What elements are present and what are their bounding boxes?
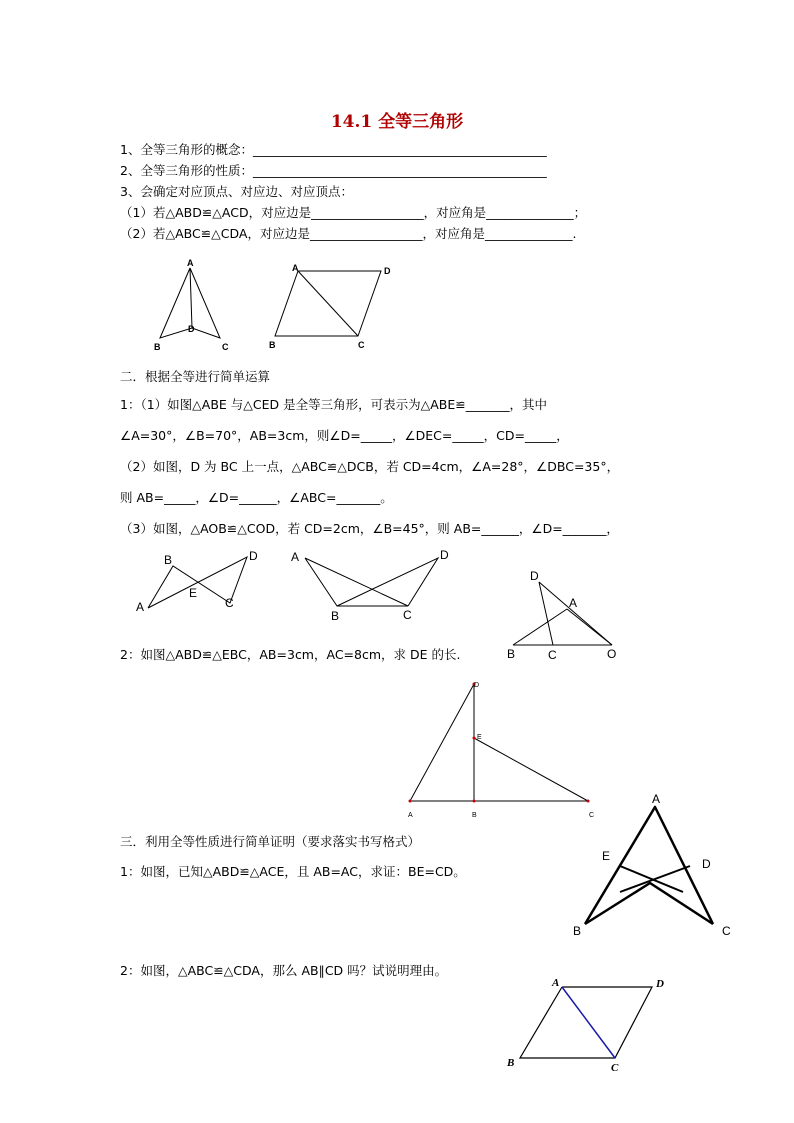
vertex-label: C bbox=[225, 596, 234, 610]
vertex-label: B bbox=[507, 1057, 515, 1069]
vertex-label: D bbox=[249, 549, 258, 563]
vertex-label: A bbox=[136, 600, 145, 614]
section-3-heading: 三．利用全等性质进行简单证明（要求落实书写格式） bbox=[120, 834, 421, 849]
vertex-label: O bbox=[607, 647, 617, 661]
vertex-label: C bbox=[611, 1062, 619, 1074]
vertex-label: E bbox=[477, 734, 482, 741]
vertex-label: A bbox=[408, 812, 413, 819]
question-1-1-values: ∠A=30°，∠B=70°，AB=3cm，则∠D=_____，∠DEC=_____，CD=_____， bbox=[120, 428, 569, 443]
vertex-label: B bbox=[331, 609, 340, 623]
question-property: 2、全等三角形的性质：_______________________________________________ bbox=[120, 163, 547, 178]
vertex-label: C bbox=[722, 924, 731, 938]
vertex-label: A bbox=[291, 550, 300, 564]
vertex-label: A bbox=[187, 258, 194, 268]
question-2: 2：如图△ABD≌△EBC，AB=3cm，AC=8cm，求 DE 的长. bbox=[120, 647, 461, 662]
vertex-label: A bbox=[292, 263, 299, 273]
question-1-2: （2）如图，D 为 BC 上一点，△ABC≌△DCB，若 CD=4cm，∠A=28°，∠DBC=35°， bbox=[120, 459, 620, 474]
proof-2: 2：如图，△ABC≌△CDA，那么 AB∥CD 吗？试说明理由。 bbox=[120, 963, 448, 978]
figure-abd-ace bbox=[565, 788, 740, 943]
vertex-label: C bbox=[548, 648, 557, 662]
vertex-label: D bbox=[188, 324, 195, 334]
vertex-label: C bbox=[589, 812, 595, 819]
vertex-label: B bbox=[573, 924, 582, 938]
vertex-label: D bbox=[530, 569, 539, 583]
vertex-label: E bbox=[602, 849, 611, 863]
vertex-label: A bbox=[569, 596, 578, 610]
question-correspondence: 3、会确定对应顶点、对应边、对应顶点： bbox=[120, 184, 353, 199]
vertex-label: B bbox=[269, 340, 276, 350]
section-2-heading: 二．根据全等进行简单运算 bbox=[120, 369, 271, 384]
page-title: 14.1 全等三角形 bbox=[330, 112, 464, 132]
question-1-1: 1：（1）如图△ABE 与△CED 是全等三角形，可表示为△ABE≌_______，其中 bbox=[120, 397, 547, 412]
vertex-label: C bbox=[358, 340, 365, 350]
vertex-label: D bbox=[656, 978, 664, 990]
vertex-label: D bbox=[440, 548, 449, 562]
vertex-label: B bbox=[154, 342, 161, 352]
figure-aob-cod bbox=[500, 565, 630, 665]
vertex-label: C bbox=[403, 608, 412, 622]
question-1-2-answers: 则 AB=_____，∠D=______，∠ABC=_______。 bbox=[120, 490, 393, 505]
question-1-3: （3）如图，△AOB≌△COD，若 CD=2cm，∠B=45°，则 AB=______，∠D=_______， bbox=[120, 521, 619, 536]
vertex-label: E bbox=[189, 586, 198, 600]
question-correspondence-2: （2）若△ABC≌△CDA，对应边是__________________，对应角是______________. bbox=[120, 226, 577, 241]
figure-abd-acd bbox=[150, 255, 240, 355]
question-correspondence-1: （1）若△ABD≌△ACD，对应边是__________________，对应角是______________； bbox=[120, 205, 587, 220]
vertex-label: D bbox=[384, 266, 391, 276]
figure-abc-cda-parallelogram bbox=[500, 970, 675, 1075]
vertex-label: C bbox=[222, 342, 229, 352]
vertex-label: A bbox=[652, 792, 661, 806]
proof-1: 1：如图，已知△ABD≌△ACE，且 AB=AC，求证：BE=CD。 bbox=[120, 864, 466, 879]
figure-abc-dcb bbox=[285, 543, 460, 628]
figure-abe-ced bbox=[130, 545, 270, 620]
vertex-label: B bbox=[507, 647, 516, 661]
vertex-label: B bbox=[472, 812, 477, 819]
vertex-label: A bbox=[552, 977, 560, 989]
vertex-label: B bbox=[164, 553, 173, 567]
question-concept: 1、全等三角形的概念：_______________________________________________ bbox=[120, 142, 547, 157]
vertex-label: D bbox=[702, 857, 711, 871]
figure-abc-cda bbox=[265, 260, 405, 355]
vertex-label: D bbox=[474, 682, 480, 689]
